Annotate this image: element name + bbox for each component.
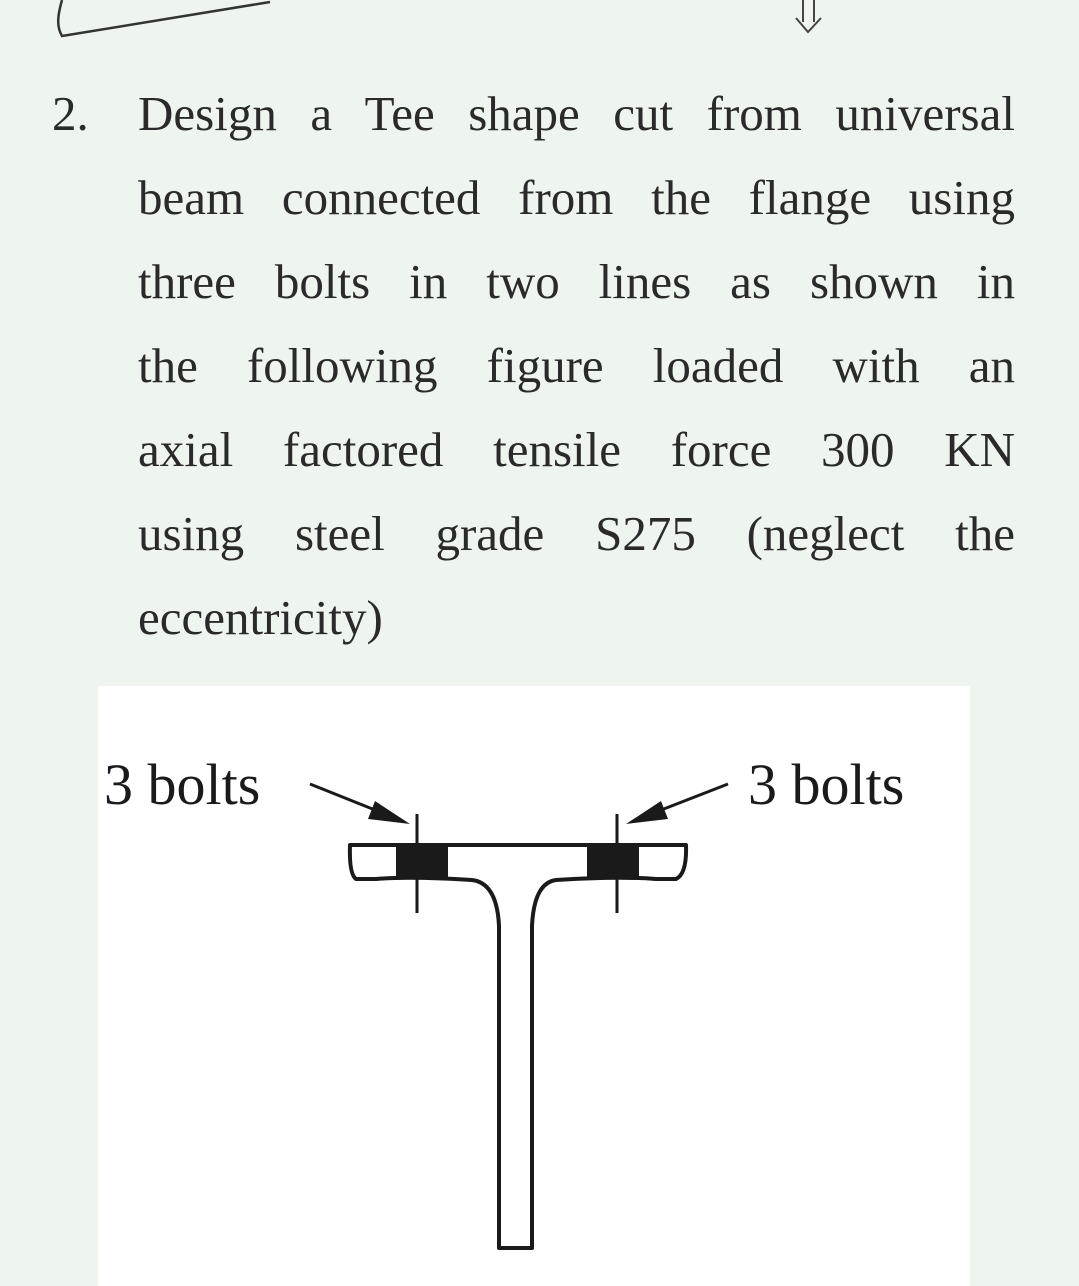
tee-outline (350, 845, 686, 1248)
tee-section-figure (98, 686, 970, 1286)
right-bolt-mark (587, 845, 639, 879)
right-bolts-label: 3 bolts (748, 752, 905, 817)
top-sketch (0, 0, 1079, 60)
left-leader-arrow (310, 784, 410, 824)
question-line: axial factored tensile force 300 KN (138, 422, 1015, 477)
left-bolt-mark (396, 845, 448, 879)
left-bolts-label: 3 bolts (104, 752, 261, 817)
question-line: beam connected from the flange using (138, 170, 1015, 225)
question-line: the following figure loaded with an (138, 338, 1015, 393)
question-line: eccentricity) (138, 590, 383, 645)
question-line: three bolts in two lines as shown in (138, 254, 1015, 309)
question-line: using steel grade S275 (neglect the (138, 506, 1015, 561)
tee-section-drawing (98, 686, 970, 1280)
double-down-arrow-icon (796, 0, 821, 32)
question-number: 2. (52, 86, 89, 141)
question-line: Design a Tee shape cut from universal (138, 86, 1015, 141)
question-text (138, 72, 1015, 660)
right-leader-arrow (626, 784, 728, 824)
